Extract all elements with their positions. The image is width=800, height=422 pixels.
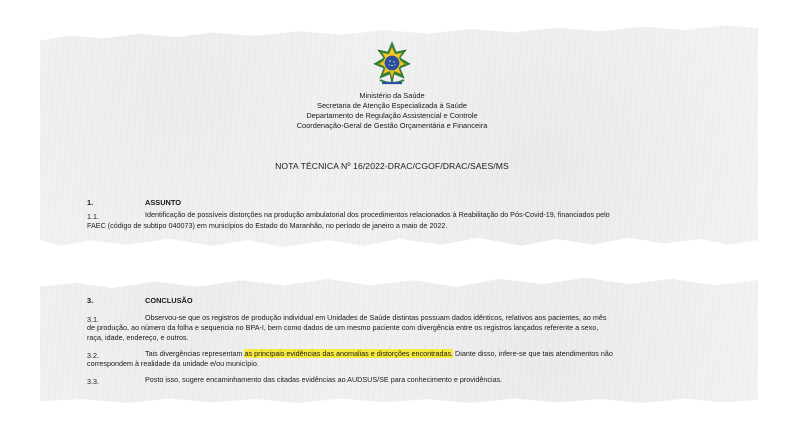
note-title: NOTA TÉCNICA Nº 16/2022-DRAC/CGOF/DRAC/SAES/MS [275,161,509,171]
section-3-title: CONCLUSÃO [145,296,193,305]
paragraph-3-2-text-before: Tais divergências representam [145,349,243,358]
paragraph-3-2-line-2: correspondem à realidade da unidade e/ou município. [87,359,259,368]
header-department: Departamento de Regulação Assistencial e Controle [306,111,478,120]
paragraph-3-2-text-after: Diante disso, infere-se que tais atendimentos não [455,349,613,358]
section-1-number: 1. [87,198,94,207]
header-ministry: Ministério da Saúde [359,91,425,100]
paragraph-3-2-line-1 [145,349,613,359]
section-3-number: 3. [87,296,94,305]
brazil-coat-of-arms-icon [370,40,414,88]
section-1-title: ASSUNTO [145,198,182,207]
paragraph-3-1-line-3: raça, idade, endereço, e outros. [87,333,189,342]
paragraph-1-1-line-2: FAEC (código de subtipo 040073) em municípios do Estado do Maranhão, no período de janeiro a maio de 2022. [87,221,448,230]
header-secretariat: Secretaria de Atenção Especializada à Saúde [317,101,467,110]
paragraph-3-1-line-2: de produção, ao número da folha e sequencia no BPA-I, bem como dados de um mesmo paciente com divergência entre os registros lançados referente a sexo, [87,323,599,332]
paragraph-3-3-number: 3.3. [87,377,99,386]
paragraph-3-2-number: 3.2. [87,351,99,360]
highlighted-text: as principais evidências das anomalias e distorções encontradas. [244,349,454,358]
paragraph-1-1-number: 1.1. [87,212,99,221]
paragraph-3-1-line-1: Observou-se que os registros de produção individual em Unidades de Saúde distintas possuam dados idênticos, relativos aos pacientes, ao mês [145,313,607,322]
paragraph-3-3-line-1: Posto isso, sugere encaminhamento das citadas evidências ao AUDSUS/SE para conhecimento e providências. [145,375,503,384]
paragraph-3-1-number: 3.1. [87,315,99,324]
header-coordination: Coordenação-Geral de Gestão Orçamentária e Financeira [296,121,488,130]
paragraph-1-1-line-1: Identificação de possíveis distorções na produção ambulatorial dos procedimentos relacionados à Reabilitação do Pós-Covid-19, financiados pelo [145,210,610,219]
